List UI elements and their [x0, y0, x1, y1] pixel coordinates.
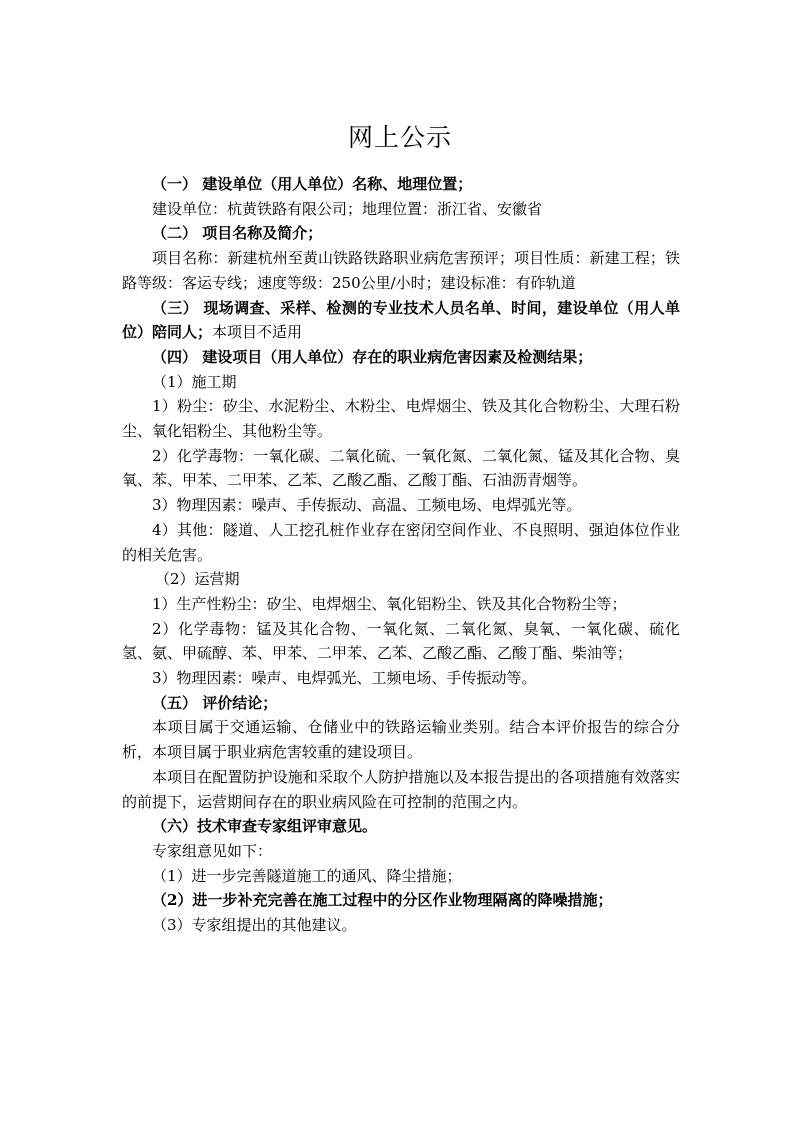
- section-4-heading: [122, 345, 680, 370]
- location-text: ；地理位置：浙江省、安徽省: [347, 199, 543, 218]
- section-1-heading: [122, 172, 680, 197]
- section-6-heading: （六）技术审查专家组评审意见。: [152, 817, 378, 836]
- section-4-label: （四）: [152, 347, 198, 366]
- company-label: 建设单位：: [152, 199, 228, 218]
- section-3-label: （三）: [152, 298, 199, 317]
- construction-physical: 3）物理因素：噪声、手传振动、高温、工频电场、电焊弧光等。: [152, 496, 582, 515]
- operation-period-label: （2）运营期: [155, 570, 240, 589]
- construction-other: 4）其他：隧道、人工挖孔桩作业存在密闭空间作业、不良照明、强迫体位作业的相关危害。: [122, 520, 680, 564]
- section-3-title: 现场调查、采样、检测的专业技术人员名单、时间，建设单位（用人单位）陪同人；: [122, 298, 680, 342]
- operation-physical: 3）物理因素：噪声、电焊弧光、工频电场、手传振动等。: [152, 669, 537, 688]
- section-1-title: 建设单位（用人单位）名称、地理位置；: [202, 175, 473, 193]
- section-2-heading: [122, 221, 680, 246]
- section-5-heading: [122, 691, 680, 716]
- section-1-content: [122, 197, 680, 222]
- section-2-content: 项目名称：新建杭州至黄山铁路铁路职业病危害预评；项目性质：新建工程；铁路等级：客运专线；速度等级：250公里/小时；建设标准：有砟轨道: [122, 249, 680, 292]
- construction-dust: 1）粉尘：矽尘、水泥粉尘、木粉尘、电焊烟尘、铁及其化合物粉尘、大理石粉尘、氧化铝粉尘、其他粉尘等。: [122, 397, 680, 441]
- section-3-heading: [122, 296, 680, 345]
- expert-opinion-item-2: （2）进一步补充完善在施工过程中的分区作业物理隔离的降噪措施；: [152, 891, 613, 910]
- conclusion-paragraph-2: 本项目在配置防护设施和采取个人防护措施以及本报告提出的各项措施有效落实的前提下，运营期间存在的职业病风险在可控制的范围之内。: [122, 767, 680, 811]
- expert-opinion-item-1: （1）进一步完善隧道施工的通风、降尘措施；: [152, 866, 462, 885]
- document-body: [122, 172, 680, 938]
- section-2-title: 项目名称及简介；: [202, 224, 323, 243]
- operation-dust: 1）生产性粉尘：矽尘、电焊烟尘、氧化铝粉尘、铁及其化合物粉尘等；: [152, 594, 627, 613]
- section-2-label: （二）: [152, 224, 198, 243]
- company-name: 杭黄铁路有限公司: [227, 199, 348, 218]
- section-1-label: （一）: [152, 175, 198, 193]
- section-5-title: 评价结论；: [202, 693, 278, 712]
- construction-chemicals: 2）化学毒物：一氧化碳、二氧化硫、一氧化氮、二氧化氮、锰及其化合物、臭氧、苯、甲苯、二甲苯、乙苯、乙酸乙酯、乙酸丁酯、石油沥青烟等。: [122, 446, 680, 490]
- section-4-title: 建设项目（用人单位）存在的职业病危害因素及检测结果；: [202, 347, 593, 366]
- expert-opinion-intro: 专家组意见如下：: [152, 841, 273, 860]
- section-5-label: （五）: [152, 693, 198, 712]
- expert-opinion-item-3: （3）专家组提出的其他建议。: [152, 916, 357, 935]
- construction-period-label: （1）施工期: [152, 372, 237, 391]
- page-title: 网上公示: [347, 123, 452, 152]
- conclusion-paragraph-1: 本项目属于交通运输、仓储业中的铁路运输业类别。结合本评价报告的综合分析，本项目属于职业病危害较重的建设项目。: [122, 718, 680, 762]
- section-3-content: 本项目不适用: [212, 323, 303, 342]
- operation-chemicals: 2）化学毒物：锰及其化合物、一氧化氮、二氧化氮、臭氧、一氧化碳、硫化氢、氨、甲硫醇、苯、甲苯、二甲苯、乙苯、乙酸乙酯、乙酸丁酯、柴油等；: [122, 619, 680, 663]
